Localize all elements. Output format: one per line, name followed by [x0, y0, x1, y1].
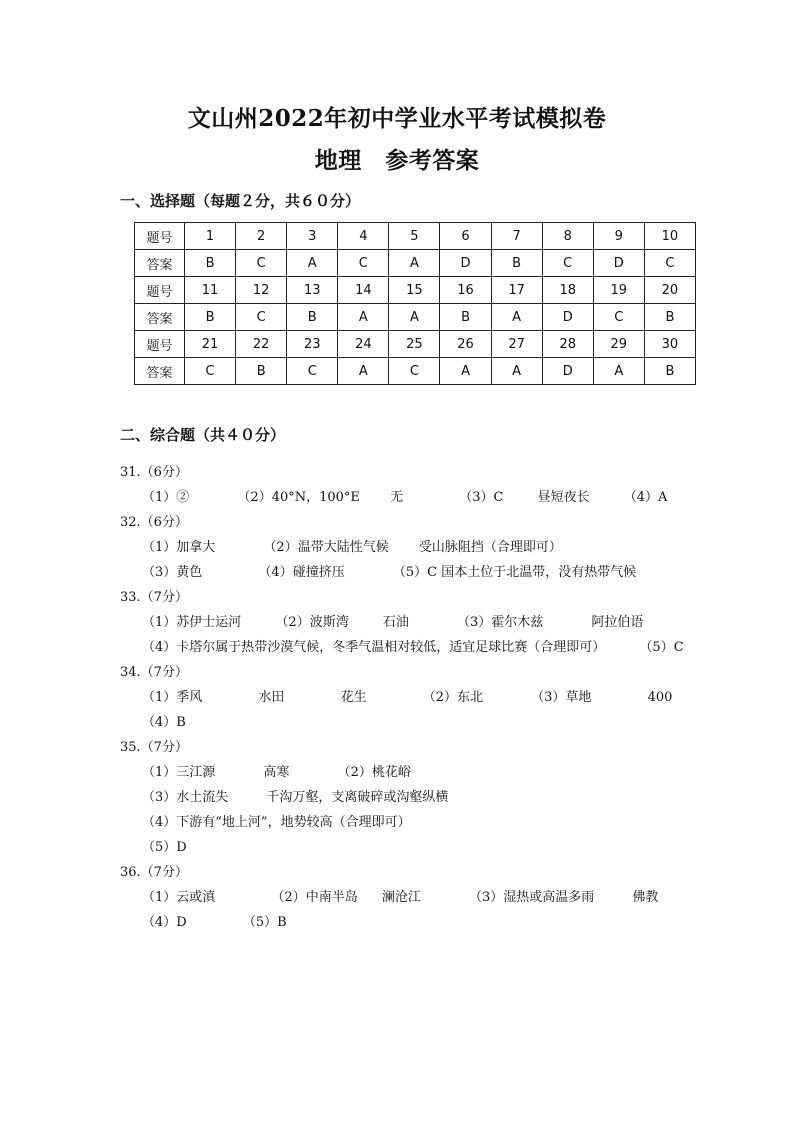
- answer-part: （3）湿热或高温多雨: [469, 890, 595, 905]
- answer-line: [120, 910, 658, 935]
- table-cell: 15: [389, 277, 440, 304]
- question-number: 36.（7分）: [120, 865, 188, 880]
- section-heading-choice: 一、选择题（每题２分，共６０分）: [120, 192, 361, 210]
- answer-part: 阿拉伯语: [591, 615, 644, 630]
- question-number: 34.（7分）: [120, 665, 188, 680]
- table-cell: C: [542, 250, 593, 277]
- answer-part: （5）D: [142, 840, 187, 855]
- question-block: [120, 860, 658, 935]
- answer-line: [120, 685, 672, 710]
- table-cell: C: [287, 358, 338, 385]
- table-cell: 24: [338, 331, 389, 358]
- table-cell: 30: [644, 331, 695, 358]
- table-cell: 27: [491, 331, 542, 358]
- question-block: [120, 510, 636, 585]
- table-cell: 9: [593, 223, 644, 250]
- table-row: [135, 250, 696, 277]
- answer-part: （2）中南半岛: [271, 890, 358, 905]
- table-cell: B: [491, 250, 542, 277]
- question-number: 35.（7分）: [120, 740, 188, 755]
- answer-part: （2）东北: [422, 690, 484, 705]
- answer-part: （2）波斯湾: [275, 615, 349, 630]
- answer-part: （4）D: [142, 915, 187, 930]
- row-label: 题号: [135, 277, 185, 304]
- table-cell: D: [440, 250, 491, 277]
- table-cell: C: [236, 304, 287, 331]
- answer-part: （4）B: [142, 715, 186, 730]
- answer-part: 昼短夜长: [537, 490, 590, 505]
- row-label: 题号: [135, 331, 185, 358]
- row-label: 答案: [135, 304, 185, 331]
- table-cell: 1: [185, 223, 236, 250]
- answer-part: （4）卡塔尔属于热带沙漠气候，冬季气温相对较低，适宜足球比赛（合理即可）: [142, 640, 606, 655]
- answer-part: 高寒: [263, 765, 290, 780]
- table-cell: C: [644, 250, 695, 277]
- table-cell: A: [389, 250, 440, 277]
- table-cell: C: [338, 250, 389, 277]
- answer-line: [120, 785, 448, 810]
- table-cell: A: [593, 358, 644, 385]
- answer-part: （3）霍尔木兹: [457, 615, 544, 630]
- answer-part: （3）黄色: [142, 565, 203, 580]
- answer-part: 石油: [382, 615, 409, 630]
- table-cell: 18: [542, 277, 593, 304]
- table-cell: 11: [185, 277, 236, 304]
- answer-line: [120, 635, 684, 660]
- question-block: [120, 660, 672, 735]
- table-cell: B: [440, 304, 491, 331]
- table-cell: D: [593, 250, 644, 277]
- answer-part: （2）40°N，100°E: [237, 490, 360, 505]
- table-cell: B: [185, 250, 236, 277]
- question-block: [120, 460, 667, 510]
- answer-line: [120, 885, 658, 910]
- page-subtitle: 地理 参考答案: [314, 147, 480, 174]
- answer-part: 400: [647, 690, 673, 705]
- answer-line: [120, 835, 448, 860]
- answer-part: 水田: [258, 690, 285, 705]
- answer-part: （1）加拿大: [142, 540, 216, 555]
- table-cell: C: [389, 358, 440, 385]
- question-number: 32.（6分）: [120, 515, 188, 530]
- table-cell: 10: [644, 223, 695, 250]
- answer-part: （4）下游有“地上河”，地势较高（合理即可）: [142, 815, 411, 830]
- answer-part: （1）季风: [142, 690, 203, 705]
- table-cell: C: [236, 250, 287, 277]
- answer-line: [120, 610, 684, 635]
- question-block: [120, 735, 448, 860]
- table-cell: 23: [287, 331, 338, 358]
- table-cell: 4: [338, 223, 389, 250]
- answer-part: （2）桃花峪: [337, 765, 411, 780]
- table-row: [135, 304, 696, 331]
- table-cell: 2: [236, 223, 287, 250]
- answer-part: （4）A: [623, 490, 668, 505]
- table-cell: A: [491, 304, 542, 331]
- answer-line: [120, 485, 667, 510]
- table-cell: B: [287, 304, 338, 331]
- table-cell: 3: [287, 223, 338, 250]
- answer-line: [120, 760, 448, 785]
- answer-part: 佛教: [632, 890, 659, 905]
- table-cell: 16: [440, 277, 491, 304]
- table-cell: 17: [491, 277, 542, 304]
- table-cell: 19: [593, 277, 644, 304]
- answer-part: 受山脉阻挡（合理即可）: [418, 540, 562, 555]
- question-block: [120, 585, 684, 660]
- answer-part: （3）C: [459, 490, 504, 505]
- table-cell: 5: [389, 223, 440, 250]
- answer-part: （3）草地: [531, 690, 592, 705]
- table-cell: B: [185, 304, 236, 331]
- table-cell: 22: [236, 331, 287, 358]
- answer-part: （4）碰撞挤压: [258, 565, 345, 580]
- table-cell: 8: [542, 223, 593, 250]
- answer-part: （1）②: [142, 490, 190, 505]
- question-number: 31.（6分）: [120, 465, 188, 480]
- table-cell: B: [644, 304, 695, 331]
- answer-part: （1）三江源: [142, 765, 216, 780]
- answer-line: [120, 560, 636, 585]
- answer-table: [134, 222, 696, 385]
- answer-part: （2）温带大陆性气候: [263, 540, 389, 555]
- table-cell: 6: [440, 223, 491, 250]
- table-cell: 29: [593, 331, 644, 358]
- table-cell: C: [185, 358, 236, 385]
- answer-part: （5）C 国本土位于北温带，没有热带气候: [392, 565, 637, 580]
- table-row: [135, 358, 696, 385]
- answer-part: 澜沧江: [381, 890, 421, 905]
- answer-part: 千沟万壑，支离破碎或沟壑纵横: [266, 790, 449, 805]
- table-cell: A: [338, 358, 389, 385]
- question-number: 33.（7分）: [120, 590, 188, 605]
- table-cell: 20: [644, 277, 695, 304]
- answer-part: （5）C: [639, 640, 684, 655]
- table-row: [135, 277, 696, 304]
- table-cell: 25: [389, 331, 440, 358]
- row-label: 答案: [135, 250, 185, 277]
- answer-part: （3）水土流失: [142, 790, 229, 805]
- answer-part: （1）苏伊士运河: [142, 615, 242, 630]
- answer-part: 无: [390, 490, 404, 505]
- table-cell: 7: [491, 223, 542, 250]
- table-cell: 21: [185, 331, 236, 358]
- table-cell: A: [287, 250, 338, 277]
- row-label: 题号: [135, 223, 185, 250]
- answer-line: [120, 810, 448, 835]
- answer-line: [120, 535, 636, 560]
- section-heading-comprehensive: 二、综合题（共４０分）: [120, 426, 286, 444]
- table-cell: 28: [542, 331, 593, 358]
- table-row: [135, 223, 696, 250]
- table-cell: 12: [236, 277, 287, 304]
- row-label: 答案: [135, 358, 185, 385]
- table-row: [135, 331, 696, 358]
- page-title: 文山州2022年初中学业水平考试模拟卷: [187, 105, 607, 132]
- table-cell: B: [236, 358, 287, 385]
- table-cell: A: [338, 304, 389, 331]
- table-cell: 14: [338, 277, 389, 304]
- table-cell: B: [644, 358, 695, 385]
- table-cell: D: [542, 304, 593, 331]
- answer-part: 花生: [340, 690, 367, 705]
- table-cell: A: [440, 358, 491, 385]
- table-cell: A: [389, 304, 440, 331]
- table-cell: D: [542, 358, 593, 385]
- answer-part: （1）云或滇: [142, 890, 216, 905]
- table-cell: C: [593, 304, 644, 331]
- answer-line: [120, 710, 672, 735]
- answer-part: （5）B: [242, 915, 287, 930]
- table-cell: A: [491, 358, 542, 385]
- table-cell: 26: [440, 331, 491, 358]
- table-cell: 13: [287, 277, 338, 304]
